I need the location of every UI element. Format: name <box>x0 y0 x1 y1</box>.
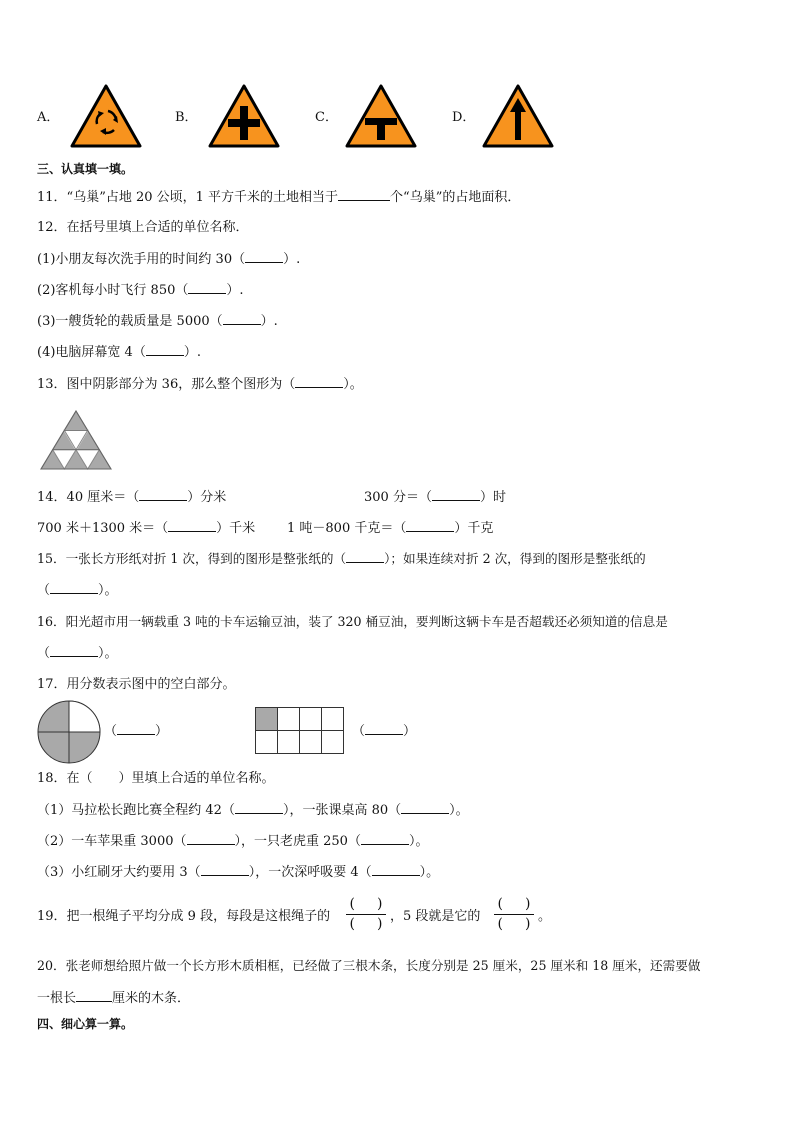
q11-blank[interactable] <box>338 187 390 201</box>
q18-2-text: （2）一车苹果重 3000（ <box>37 834 187 849</box>
question-12-item-4 <box>37 343 201 362</box>
q19-f2-den-close: ) <box>525 916 531 932</box>
q18-2-text-b: ），一只老虎重 250（ <box>234 834 361 849</box>
q15-text-2: ）；如果连续对折 2 次，得到的图形是整张纸的 <box>384 551 646 566</box>
q19-f2-num-open: ( <box>497 896 503 912</box>
q18-1-blank-a[interactable] <box>235 801 283 814</box>
q18-1-end: ）。 <box>449 803 469 818</box>
q14-1b-blank[interactable] <box>432 488 480 501</box>
q19-f2-den <box>494 916 534 932</box>
q15-paren-open: （ <box>37 583 51 598</box>
q19-f2-den-open: ( <box>497 916 503 932</box>
q14-1a-end: ）分米 <box>187 490 227 505</box>
question-18-title: 18．在（ ）里填上合适的单位名称。 <box>37 771 275 786</box>
q14-1a-text: 14．40 厘米＝（ <box>37 490 140 505</box>
question-14-line-1b <box>364 488 506 507</box>
question-12-item-1 <box>37 250 300 269</box>
q13-blank[interactable] <box>295 375 343 388</box>
q13-end: ）。 <box>343 377 363 392</box>
question-19-text-2: ，5 段就是它的 <box>390 909 481 924</box>
question-14-line-2a <box>37 519 255 538</box>
q12-1-blank[interactable] <box>245 250 283 263</box>
section-3-heading: 三、认真填一填。 <box>37 162 134 176</box>
option-d-label: D． <box>452 110 476 125</box>
q20-text-b: 一根长 <box>37 991 77 1006</box>
q19-f1-den-close: ) <box>377 916 383 932</box>
crossroads-sign <box>208 84 280 148</box>
q19-f1-num-open: ( <box>349 896 355 912</box>
q17-answer-2 <box>352 722 416 741</box>
question-20-cont <box>37 988 190 1008</box>
question-16-cont <box>37 644 118 663</box>
q18-2-blank-b[interactable] <box>361 832 409 845</box>
q19-f1-den <box>346 916 386 932</box>
question-12-item-2 <box>37 281 244 300</box>
q15-end: ）。 <box>98 583 118 598</box>
q14-1b-end: ）时 <box>479 490 506 505</box>
q13-text: 13．图中阴影部分为 36，那么整个图形为（ <box>37 377 296 392</box>
q19-f1-bar <box>346 914 386 915</box>
q19-fraction-2[interactable] <box>494 896 534 938</box>
q19-f1-num-close: ) <box>377 896 383 912</box>
question-16: 16．阳光超市用一辆载重 3 吨的卡车运输豆油，装了 320 桶豆油，要判断这辆卡车是否超载还必须知道的信息是 <box>37 614 668 629</box>
q18-3-blank-b[interactable] <box>372 863 420 876</box>
q15-blank-2[interactable] <box>50 581 98 594</box>
q12-3-text: (3)一艘货轮的载质量是 5000（ <box>37 314 223 329</box>
question-20: 20．张老师想给照片做一个长方形木质相框，已经做了三根木条，长度分别是 25 厘米，25 厘米和 18 厘米，还需要做 <box>37 958 701 973</box>
q17-blank-2[interactable] <box>365 722 403 735</box>
question-19-end: 。 <box>538 909 552 924</box>
roundabout-sign <box>70 84 142 148</box>
q18-3-end: ）。 <box>419 865 440 880</box>
q19-f1-num <box>346 896 386 912</box>
q12-1-end: ）. <box>283 252 301 267</box>
question-14-line-2b <box>287 519 493 538</box>
option-b-label: B． <box>175 110 198 125</box>
q18-3-blank-a[interactable] <box>201 863 249 876</box>
question-18-line-2 <box>37 832 428 851</box>
q17-2-close: ） <box>403 724 417 739</box>
q18-2-end: ）。 <box>408 834 429 849</box>
q11-text-end: 个“乌巢”的占地面积． <box>390 190 521 205</box>
question-15 <box>37 550 646 568</box>
q11-text: 11．“乌巢”占地 20 公顷，1 平方千米的土地相当于 <box>37 190 339 205</box>
q14-2b-text: 1 吨－800 千克＝（ <box>287 521 407 536</box>
q17-blank-1[interactable] <box>117 722 155 735</box>
q14-1a-blank[interactable] <box>139 488 187 501</box>
quartered-circle <box>37 700 101 764</box>
question-17-title: 17．用分数表示图中的空白部分。 <box>37 677 236 692</box>
q17-1-close: ） <box>155 724 169 739</box>
q19-f2-num-close: ) <box>525 896 531 912</box>
q12-2-end: ）. <box>226 283 244 298</box>
question-18-line-1 <box>37 801 469 820</box>
question-12-item-3 <box>37 312 278 331</box>
q19-f1-den-open: ( <box>349 916 355 932</box>
q18-1-text-b: ），一张课桌高 80（ <box>282 803 402 818</box>
q19-fraction-1[interactable] <box>346 896 386 938</box>
question-15-cont <box>37 581 118 600</box>
q17-answer-1 <box>104 722 168 741</box>
rectangle-grid <box>255 707 345 755</box>
q12-2-text: (2)客机每小时飞行 850（ <box>37 283 189 298</box>
q12-4-text: (4)电脑屏幕宽 4（ <box>37 345 146 360</box>
q12-4-blank[interactable] <box>146 343 184 356</box>
q12-3-end: ）. <box>260 314 278 329</box>
q12-1-text: (1)小朋友每次洗手用的时间约 30（ <box>37 252 246 267</box>
q14-2b-end: ）千克 <box>454 521 494 536</box>
q18-2-blank-a[interactable] <box>187 832 235 845</box>
q12-2-blank[interactable] <box>188 281 226 294</box>
q20-blank[interactable] <box>76 988 112 1002</box>
question-14-line-1a <box>37 488 226 507</box>
q19-f2-bar <box>494 914 534 915</box>
option-c-label: C． <box>315 110 338 125</box>
q14-2a-blank[interactable] <box>168 519 216 532</box>
q14-2b-blank[interactable] <box>406 519 454 532</box>
question-18-line-3 <box>37 863 439 882</box>
q16-paren-open: （ <box>37 646 51 661</box>
q18-1-text: （1）马拉松长跑比赛全程约 42（ <box>37 803 235 818</box>
question-11 <box>37 187 520 207</box>
q14-1b-text: 300 分＝（ <box>364 490 432 505</box>
q18-1-blank-b[interactable] <box>401 801 449 814</box>
t-junction-sign <box>345 84 417 148</box>
q14-2a-end: ）千米 <box>216 521 256 536</box>
q18-3-text: （3）小红刷牙大约要用 3（ <box>37 865 201 880</box>
triangle-figure <box>40 410 112 470</box>
question-13 <box>37 375 363 394</box>
straight-ahead-sign <box>482 84 554 148</box>
section-4-heading: 四、细心算一算。 <box>37 1017 134 1031</box>
q19-f2-num <box>494 896 534 912</box>
q15-text: 15．一张长方形纸对折 1 次，得到的图形是整张纸的（ <box>37 551 347 566</box>
option-a-label: A． <box>37 110 60 125</box>
question-12-title: 12．在括号里填上合适的单位名称． <box>37 220 249 235</box>
q18-3-text-b: ），一次深呼吸要 4（ <box>248 865 372 880</box>
q17-1-open: （ <box>104 724 118 739</box>
q12-4-end: ）. <box>183 345 201 360</box>
q16-blank[interactable] <box>50 644 98 657</box>
question-19-text: 19．把一根绳子平均分成 9 段，每段是这根绳子的 <box>37 909 331 924</box>
q16-end: ）。 <box>98 646 118 661</box>
q17-2-open: （ <box>352 724 366 739</box>
q20-end: 厘米的木条． <box>112 991 191 1006</box>
q14-2a-text: 700 米＋1300 米＝（ <box>37 521 169 536</box>
q15-blank-1[interactable] <box>346 550 384 563</box>
q12-3-blank[interactable] <box>223 312 261 325</box>
